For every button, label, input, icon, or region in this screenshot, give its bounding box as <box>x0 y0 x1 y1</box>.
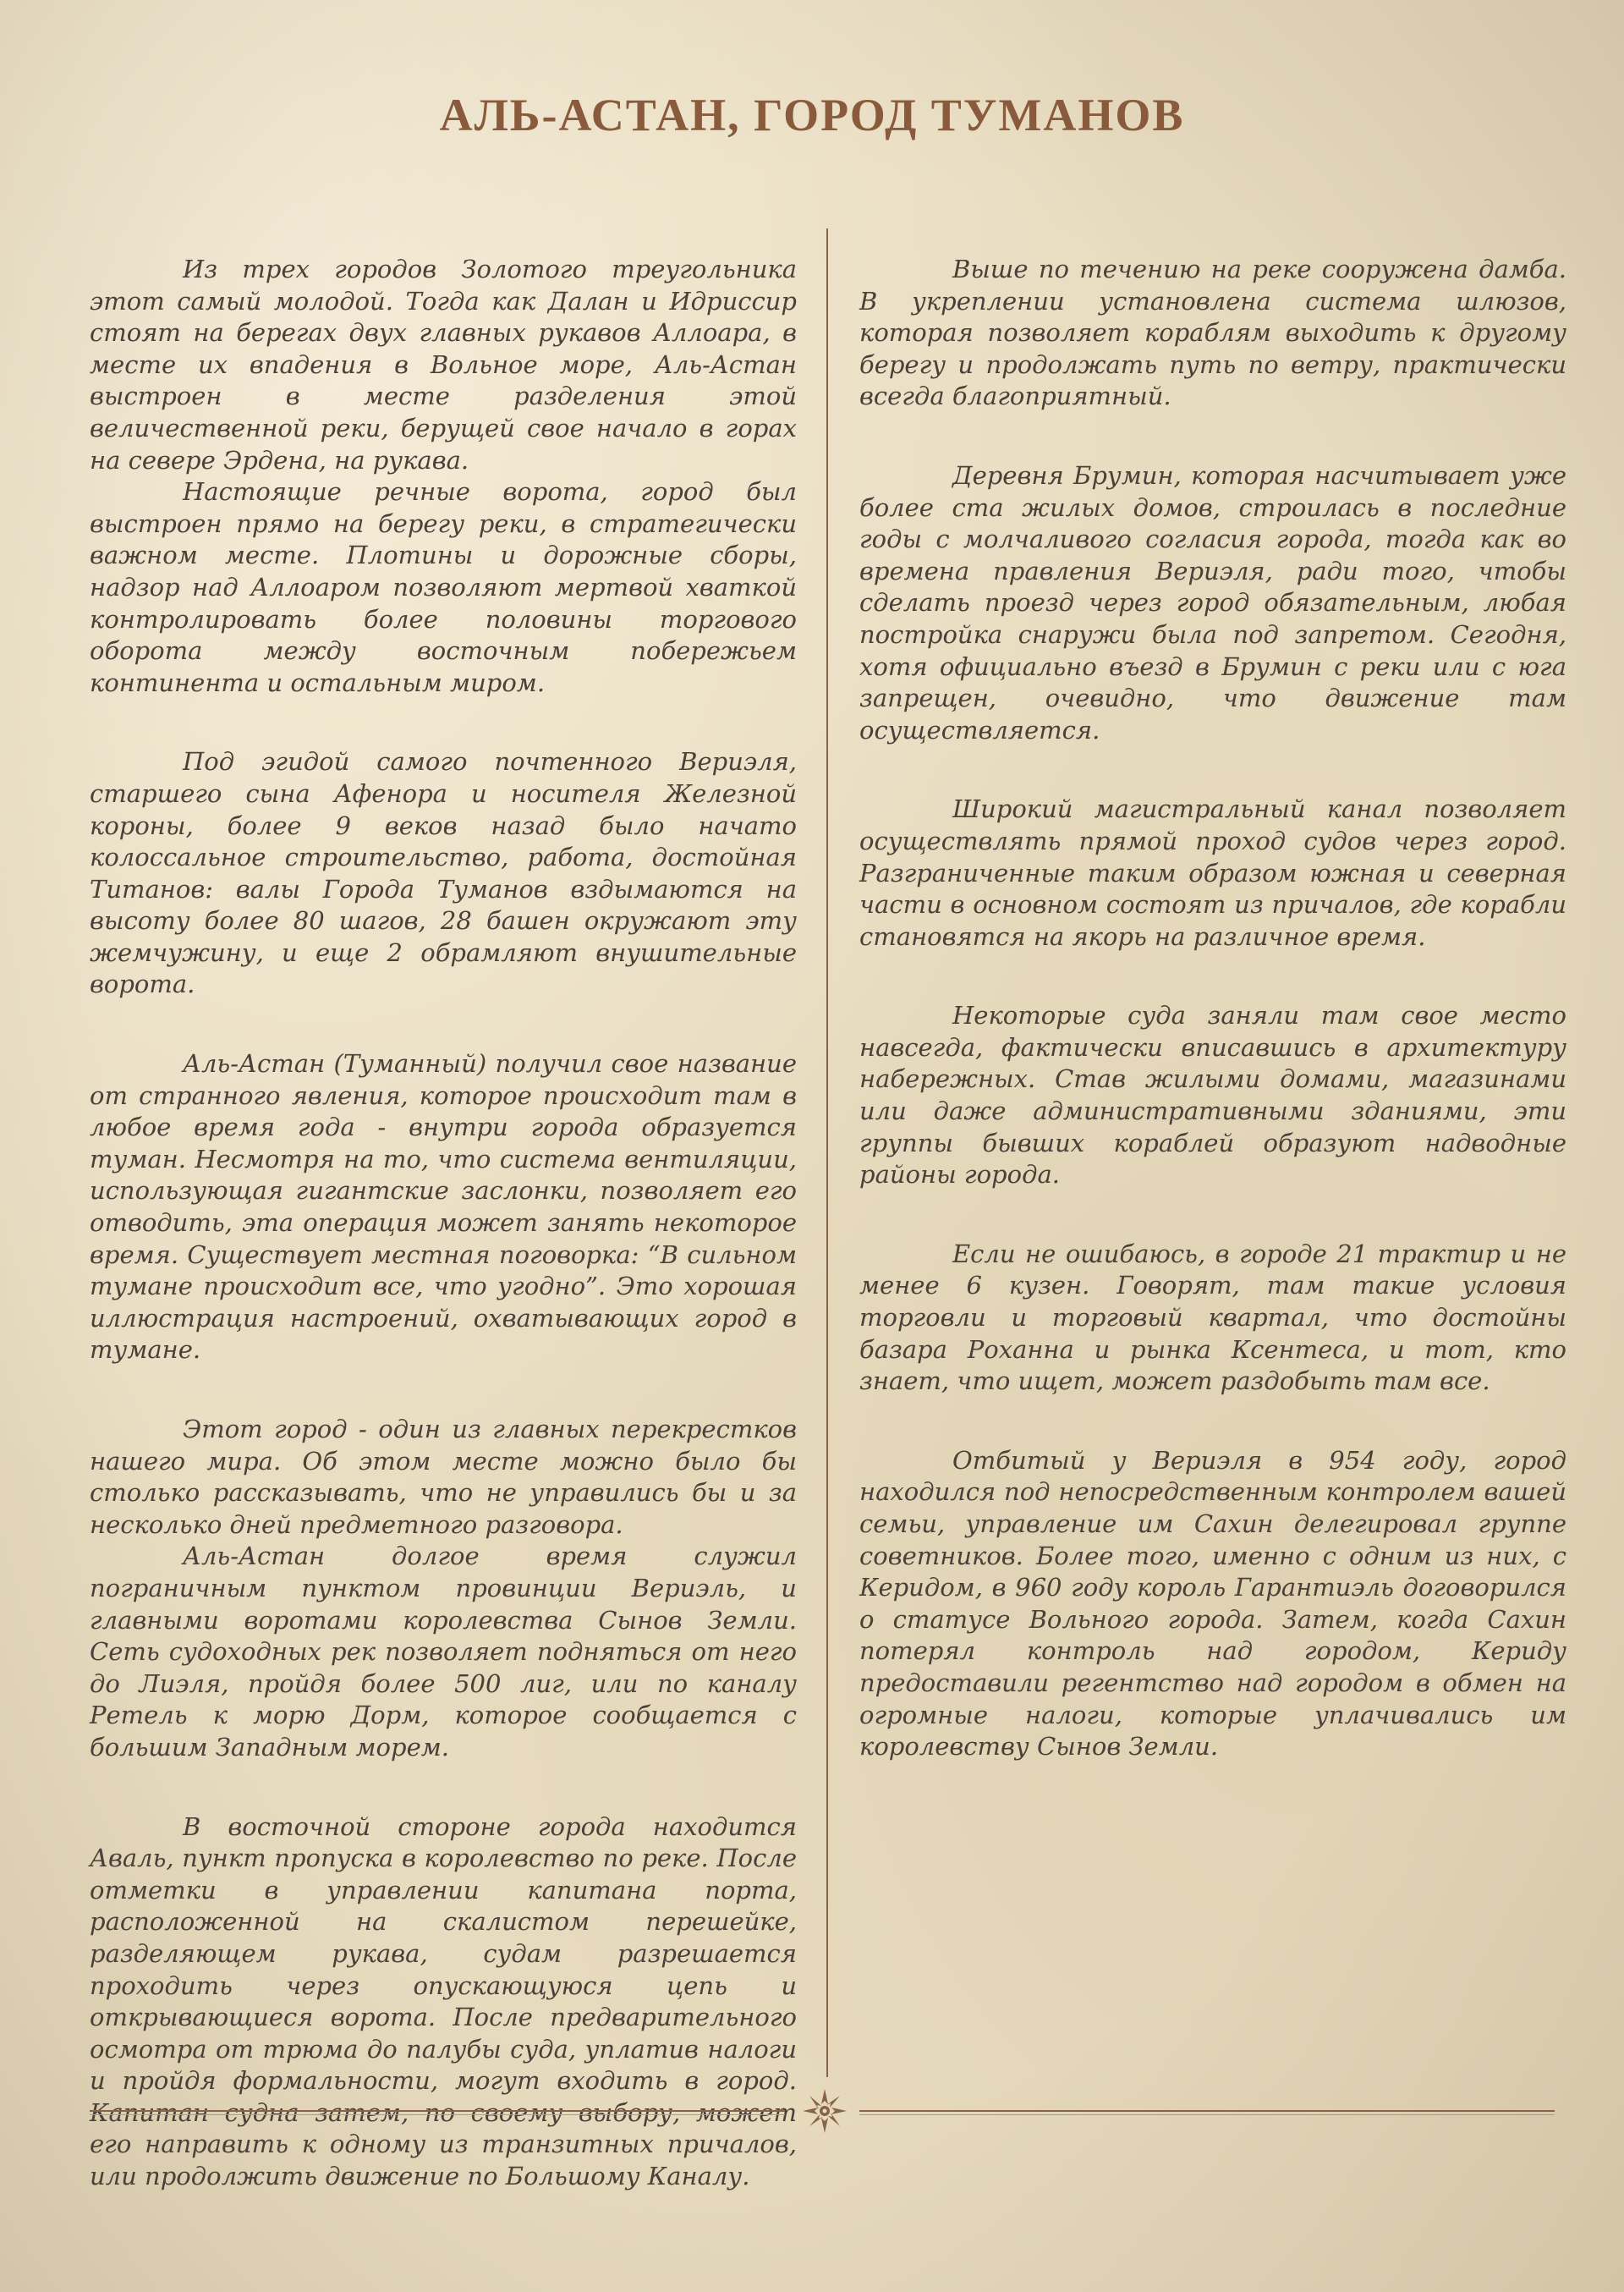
paragraph: Настоящие речные ворота, город был выстроен прямо на берегу реки, в стратегически важном месте. Плотины и дорожные сборы, надзор над Аллоаром позволяют мертвой хваткой контролировать более половины торгового оборота между восточным побережьем континента и остальным миром. <box>90 477 797 697</box>
paragraph: Некоторые суда заняли там свое место навсегда, фактически вписавшись в архитектуру набережных. Став жилыми домами, магазинами или даже административными зданиями, эти группы бывших кораблей образуют надводные районы города. <box>859 1001 1566 1190</box>
paragraph: Аль-Астан долгое время служил пограничным пунктом провинции Вериэль, и главными воротами королевства Сынов Земли. Сеть судоходных рек позволяет подняться от него до Лиэля, пройдя более 500 лиг, или по каналу Ретель к морю Дорм, которое сообщается с большим Западным морем. <box>90 1542 797 1762</box>
paragraph: Под эгидой самого почтенного Вериэля, старшего сына Афенора и носителя Железной короны, более 9 веков назад было начато колоссальное строительство, работа, достойная Титанов: валы Города Туманов вздымаются на высоту более 80 шагов, 28 башен окружают эту жемчужину, и еще 2 обрамляют внушительные ворота. <box>90 747 797 999</box>
paragraph: Если не ошибаюсь, в городе 21 трактир и не менее 6 кузен. Говорят, там такие условия торговли и торговый квартал, что достойны базара Роханна и рынка Ксентеса, и тот, кто знает, что ищет, может раздобыть там все. <box>859 1239 1566 1396</box>
page-title: АЛЬ-АСТАН, ГОРОД ТУМАНОВ <box>439 90 1185 140</box>
paragraph: Деревня Брумин, которая насчитывает уже более ста жилых домов, строилась в последние годы с молчаливого согласия города, тогда как во времена правления Вериэля, ради того, чтобы сделать проезд через город обязательным, любая постройка снаружи была под запретом. Сегодня, хотя официально въезд в Брумин с реки или с юга запрещен, очевидно, что движение там осуществляется. <box>859 460 1566 745</box>
paragraph: В восточной стороне города находится Аваль, пункт пропуска в королевство по реке. После отметки в управлении капитана порта, расположенной на скалистом перешейке, разделяющем рукава, судам разрешается проходить через опускающуюся цепь и открывающиеся ворота. После предварительного осмотра от трюма до палубы суда, уплатив налоги и пройдя формальности, могут входить в город. Капитан судна затем, по своему выбору, может его направить к одному из транзитных причалов, или продолжить движение по Большому Каналу. <box>90 1811 797 2191</box>
paragraph: Аль-Астан (Туманный) получил свое название от странного явления, которое происходит там в любое время года - внутри города образуется туман. Несмотря на то, что система вентиляции, использующая гигантские заслонки, позволяет его отводить, эта операция может занять некоторое время. Существует местная поговорка: “В сильном тумане происходит все, что угодно”. Это хорошая иллюстрация настроений, охватывающих город в тумане. <box>90 1049 797 1365</box>
column-divider <box>826 228 828 2077</box>
left-column <box>90 254 797 2193</box>
paragraph: Выше по течению на реке сооружена дамба. В укреплении установлена система шлюзов, которая позволяет кораблям выходить к другому берегу и продолжать путь по ветру, практически всегда благоприятный. <box>859 255 1566 411</box>
footer-rule-left <box>90 2110 785 2115</box>
paragraph: Этот город - один из главных перекрестков нашего мира. Об этом месте можно было бы столько рассказывать, что не управились бы и за несколько дней предметного разговора. <box>90 1415 797 1539</box>
footer-rule-right <box>859 2110 1555 2115</box>
paragraph: Из трех городов Золотого треугольника этот самый молодой. Тогда как Далан и Идриссир стоят на берегах двух главных рукавов Аллоара, в месте их впадения в Вольное море, Аль-Астан выстроен в месте разделения этой величественной реки, берущей свое начало в горах на севере Эрдена, на рукава. <box>90 255 797 475</box>
right-column <box>859 254 1566 1763</box>
paragraph: Отбитый у Вериэля в 954 году, город находился под непосредственным контролем вашей семьи, управление им Сахин делегировал группе советников. Более того, именно с одним из них, с Керидом, в 960 году король Гарантиэль договорился о статусе Вольного города. Затем, когда Сахин потерял контроль над городом, Кериду предоставили регентство над городом в обмен на огромные налоги, которые уплачивались им королевству Сынов Земли. <box>859 1445 1566 1762</box>
paragraph: Широкий магистральный канал позволяет осуществлять прямой проход судов через город. Разграниченные таким образом южная и северная части в основном состоят из причалов, где корабли становятся на якорь на различное время. <box>859 794 1566 951</box>
star-ornament-icon <box>799 2086 850 2136</box>
